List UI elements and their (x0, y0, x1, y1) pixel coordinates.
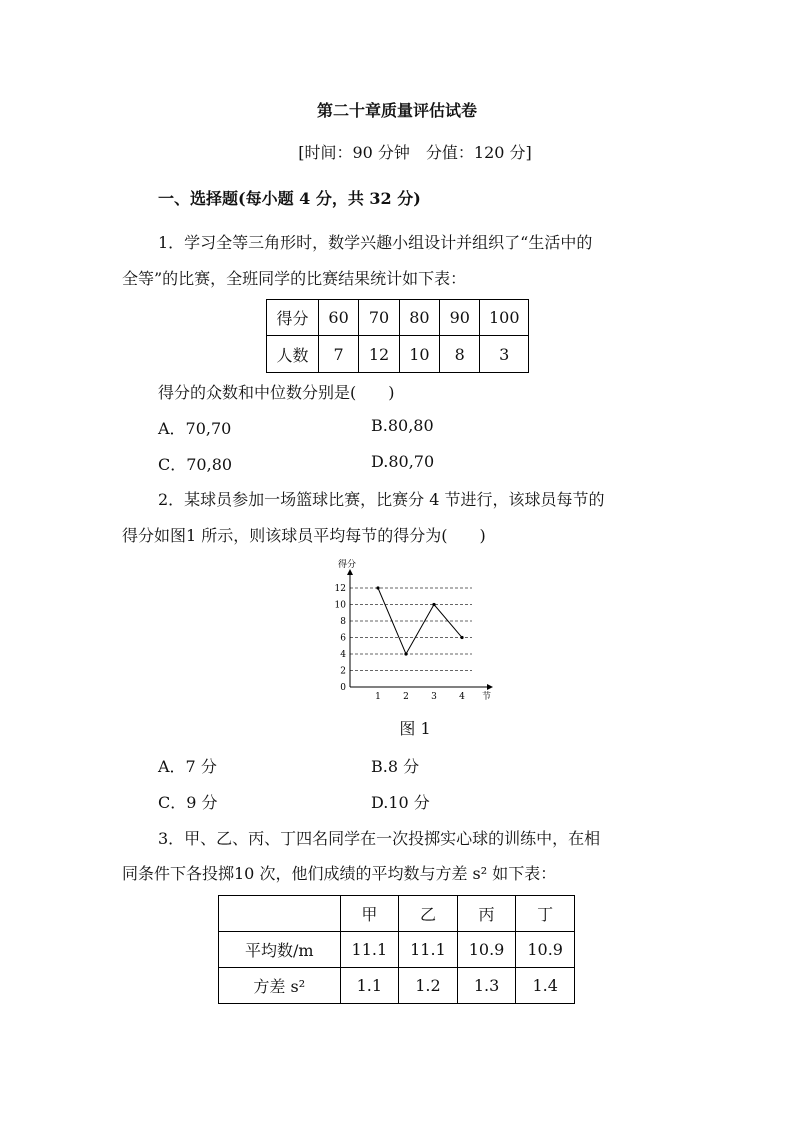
table-cell: 10.9 (457, 932, 516, 968)
q3-results-table (218, 895, 575, 1004)
table-cell: 80 (399, 300, 439, 336)
q1-line1: 1．学习全等三角形时，数学兴趣小组设计并组织了“生活中的 (158, 233, 593, 252)
y-tick-label: 0 (340, 683, 346, 693)
x-tick-label: 1 (375, 692, 381, 702)
table-cell: 12 (359, 336, 399, 373)
y-tick-label: 6 (340, 633, 346, 644)
exam-meta: [时间：90 分钟 分值：120 分] (298, 143, 532, 162)
data-point (376, 586, 379, 589)
data-point (404, 652, 407, 655)
x-axis-label: 节 (482, 692, 492, 702)
y-axis-label: 得分 (338, 560, 357, 570)
q1-score-table (266, 299, 529, 373)
x-tick-label: 3 (431, 692, 437, 702)
table-cell: 1.2 (399, 968, 458, 1004)
table-cell: 70 (359, 300, 399, 336)
q2-option-d: D.10 分 (371, 793, 430, 812)
table-cell: 得分 (267, 300, 319, 336)
q1-question: 得分的众数和中位数分别是( ) (158, 383, 395, 402)
y-tick-label: 2 (340, 666, 346, 677)
table-cell: 11.1 (399, 932, 458, 968)
q1-line2: 全等”的比赛，全班同学的比赛结果统计如下表： (122, 269, 467, 288)
q3-line2: 同条件下各投掷10 次，他们成绩的平均数与方差 s² 如下表： (122, 864, 557, 883)
q2-option-b: B.8 分 (371, 757, 420, 776)
y-tick-label: 4 (340, 650, 346, 660)
table-cell: 11.1 (340, 932, 399, 968)
table-cell: 人数 (267, 336, 319, 373)
q1-option-a: A．70,70 (158, 419, 232, 438)
q2-line2: 得分如图1 所示，则该球员平均每节的得分为( ) (122, 526, 486, 545)
q1-option-c: C．70,80 (158, 455, 233, 474)
x-tick-label: 4 (459, 692, 465, 702)
q2-line1: 2．某球员参加一场篮球比赛，比赛分 4 节进行，该球员每节的 (158, 490, 605, 509)
table-cell: 8 (440, 336, 480, 373)
table-cell: 90 (440, 300, 480, 336)
table-cell: 3 (480, 336, 529, 373)
page-title: 第二十章质量评估试卷 (316, 101, 477, 120)
table-cell: 60 (318, 300, 358, 336)
y-tick-label: 8 (340, 617, 346, 627)
data-point (432, 603, 435, 606)
table-cell: 100 (480, 300, 529, 336)
q1-option-d: D.80,70 (371, 452, 435, 471)
table-cell: 7 (318, 336, 358, 373)
q3-line1: 3．甲、乙、丙、丁四名同学在一次投掷实心球的训练中，在相 (158, 829, 601, 848)
table-cell: 乙 (399, 896, 458, 932)
y-tick-label: 12 (334, 584, 346, 594)
q2-option-c: C．9 分 (158, 793, 218, 812)
q1-option-b: B.80,80 (371, 416, 434, 435)
table-cell: 1.1 (340, 968, 399, 1004)
q2-option-a: A．7 分 (158, 757, 217, 776)
table-cell: 1.3 (457, 968, 516, 1004)
data-point (460, 636, 463, 639)
table-cell: 丙 (457, 896, 516, 932)
table-cell: 10 (399, 336, 439, 373)
table-cell: 10.9 (516, 932, 575, 968)
y-tick-label: 10 (334, 600, 346, 611)
x-tick-label: 2 (403, 692, 409, 702)
table-cell: 方差 s² (219, 968, 341, 1004)
table-cell (219, 896, 341, 932)
score-line-chart (330, 556, 500, 706)
table-cell: 1.4 (516, 968, 575, 1004)
table-cell: 甲 (340, 896, 399, 932)
figure-caption: 图 1 (399, 719, 431, 738)
table-cell: 平均数/m (219, 932, 341, 968)
table-cell: 丁 (516, 896, 575, 932)
section-heading: 一、选择题(每小题 4 分，共 32 分) (158, 189, 421, 208)
